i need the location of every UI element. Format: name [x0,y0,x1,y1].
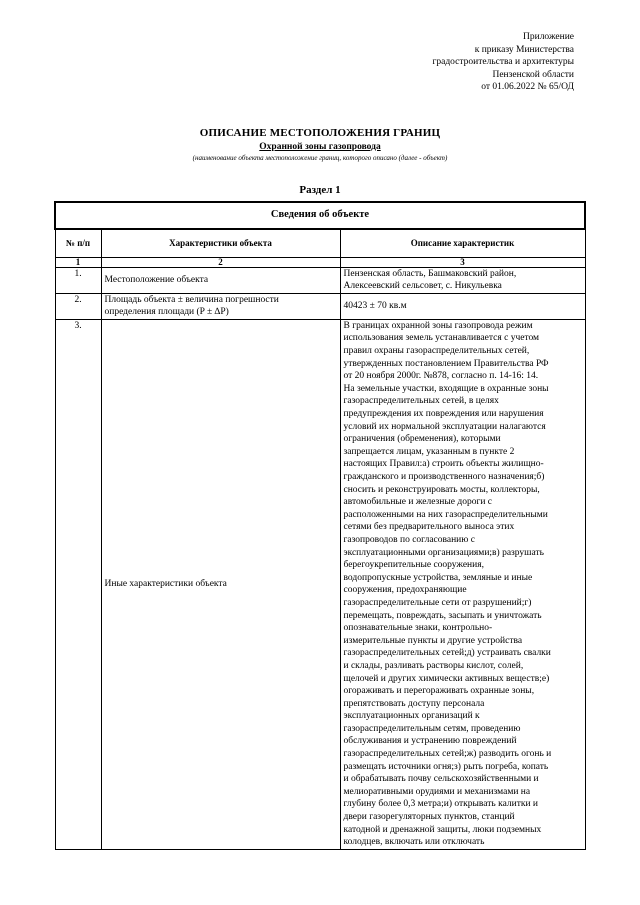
desc-line: берегоукрепительные сооружения, [343,560,484,571]
desc-line: эксплуатационных организаций к [343,711,480,722]
table-row [55,267,585,293]
desc-line: В границах охранной зоны газопровода режим [343,320,533,331]
desc-line: настоящих Правил:а) строить объекты жилищно- [343,459,544,470]
col-number: 2 [101,257,340,267]
name-line: Площадь объекта ± величина погрешности [104,294,279,305]
appendix-line: Приложение [523,32,574,42]
desc-line: газораспределительных сетей;д) устраивать свалки [343,648,551,659]
desc-line: условий их нормальной эксплуатации налагаются [343,421,546,432]
desc-line: Алексеевский сельсовет, с. Никульевка [343,281,502,292]
desc-line: глубину более 0,3 метра;и) открывать калитки и [343,799,539,810]
object-info-table [54,201,586,850]
desc-line: мелиоративными орудиями и механизмами на [343,786,531,797]
header-description: Описание характеристик [340,229,585,257]
col-number: 1 [55,257,101,267]
row-desc [340,319,585,849]
desc-line: эксплуатационными организациями;в) разрушать [343,547,544,558]
desc-line: перемещать, повреждать, засыпать и уничтожать [343,610,542,621]
desc-line: запрещается лицам, указанным в пункте 2 [343,446,515,457]
desc-line: от 20 ноября 2000г. №878, согласно п. 14-16: 14. [343,371,539,382]
row-num: 2. [55,293,101,319]
desc-line: газораспределительным сетям, проведению [343,723,521,734]
row-num: 3. [55,319,101,849]
desc-line: газораспределительные сети от разрушений;г) [343,597,532,608]
table-row [55,319,585,849]
desc-line: газопроводов по согласованию с [343,534,475,545]
desc-line: расположенными на них газораспределительными [343,509,548,520]
appendix-block [334,31,574,94]
header-num: № п/п [55,229,101,257]
desc-line: размещать источники огня;з) рыть погреба, копать [343,761,549,772]
row-num: 1. [55,267,101,293]
desc-line: опознавательные знаки, контрольно- [343,623,493,634]
desc-line: сносить и реконструировать мосты, коллекторы, [343,484,540,495]
subtitle-text: Охранной зоны газопровода [259,142,381,152]
desc-line: препятствовать доступу персонала [343,698,485,709]
desc-line: измерительные пункты и другие устройства [343,635,523,646]
desc-line: гражданского и производственного назначения;б) [343,472,545,482]
desc-line: Пензенская область, Башмаковский район, [343,268,517,279]
row-desc: 40423 ± 70 кв.м [340,293,585,319]
desc-line: утвержденных постановлением Правительства РФ [343,358,549,369]
desc-line: предупреждения их повреждения или нарушения [343,409,544,420]
appendix-line: от 01.06.2022 № 65/ОД [481,82,574,93]
table-caption: Сведения об объекте [55,202,585,229]
desc-line: колодцев, включать или отключать [343,837,485,848]
desc-line: газораспределительных сетей;ж) разводить огонь и [343,749,552,760]
desc-line: и склады, разливать растворы кислот, солей, [343,660,524,671]
desc-line: газораспределительных сетей, в целях [343,396,499,407]
document-subtitle [0,142,640,152]
row-desc [340,267,585,293]
desc-line: сетями без предварительного выноса этих [343,522,515,533]
section-title: Раздел 1 [299,184,341,196]
appendix-line: градостроительства и архитектуры [432,57,574,68]
desc-line: автомобильные и железные дороги с [343,497,493,508]
desc-line: водопропускные устройства, земляные и иные [343,572,533,583]
row-name: Иные характеристики объекта [101,319,340,849]
desc-line: и обрабатывать почву сельскохозяйственными и [343,774,539,785]
desc-line: использования земель устанавливается с учетом [343,333,540,344]
name-line: определения площади (P ± ∆P) [104,307,229,318]
table-row [55,293,585,319]
desc-line: огораживать и перегораживать охранные зоны, [343,686,535,697]
desc-line: ограничения (обременения), которыми [343,434,501,445]
header-characteristic: Характеристики объекта [101,229,340,257]
row-name: Местоположение объекта [101,267,340,293]
appendix-line: к приказу Министерства [474,44,574,55]
row-name [101,293,340,319]
desc-line: обслуживания и устранению повреждений [343,736,517,747]
col-number: 3 [340,257,585,267]
desc-line: щелочей и других химически активных веществ;е) [343,673,550,684]
desc-line: сооружения, предохраняющие [343,585,467,596]
desc-line: правил охраны газораспределительных сетей, [343,346,530,357]
appendix-line: Пензенской области [492,69,574,80]
document-title: ОПИСАНИЕ МЕСТОПОЛОЖЕНИЯ ГРАНИЦ [199,127,441,139]
document-note: (наименование объекта местоположение границ, которого описано (далее - объект) [192,154,448,162]
desc-line: катодной и дренажной защиты, люки подземных [343,824,542,835]
desc-line: двери газорегуляторных пунктов, станций [343,812,515,823]
desc-line: На земельные участки, входящие в охранные зоны [343,383,549,394]
